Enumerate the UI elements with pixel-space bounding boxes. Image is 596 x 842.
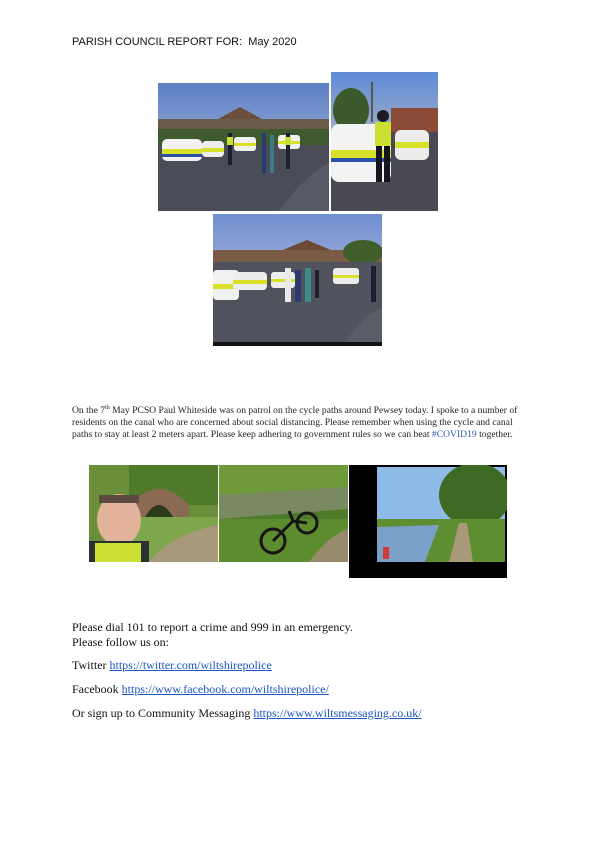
report-header <box>72 36 297 48</box>
header-label: PARISH COUNCIL REPORT FOR: <box>72 36 243 48</box>
patrol-summary <box>72 405 532 441</box>
summary-text-1: On the 7 <box>72 405 106 416</box>
emergency-line: Please dial 101 to report a crime and 999 in an emergency. <box>72 620 353 634</box>
photo-canal-towpath <box>349 465 507 578</box>
summary-sup: th <box>105 404 110 411</box>
messaging-label: Or sign up to Community Messaging <box>72 706 254 720</box>
photo-canal-selfie <box>89 465 218 562</box>
facebook-link[interactable]: https://www.facebook.com/wiltshirepolice/ <box>121 682 329 696</box>
twitter-link[interactable]: https://twitter.com/wiltshirepolice <box>109 658 272 672</box>
summary-text-3: together. <box>476 429 513 440</box>
covid-hashtag[interactable]: #COVID19 <box>431 429 477 440</box>
follow-line: Please follow us on: <box>72 635 169 649</box>
twitter-label: Twitter <box>72 658 110 672</box>
twitter-line <box>72 658 272 673</box>
photo-officer-by-car <box>331 72 438 211</box>
photo-residents-patrol-cars <box>213 214 382 346</box>
facebook-line <box>72 682 329 697</box>
facebook-label: Facebook <box>72 682 122 696</box>
messaging-link[interactable]: https://www.wiltsmessaging.co.uk/ <box>253 706 422 720</box>
photo-police-street-group <box>158 83 329 211</box>
header-month: May 2020 <box>248 36 297 48</box>
messaging-line <box>72 706 422 721</box>
summary-text-2: May PCSO Paul Whiteside was on patrol on the cycle paths around Pewsey today. I spoke to a number of residents on the canal who are concerned about social distancing. Please remember when using the cycle and canal paths to stay at least 2 meters apart. Please keep adhering to government rules so we can beat <box>72 405 518 440</box>
photo-canal-bicycle <box>219 465 348 562</box>
